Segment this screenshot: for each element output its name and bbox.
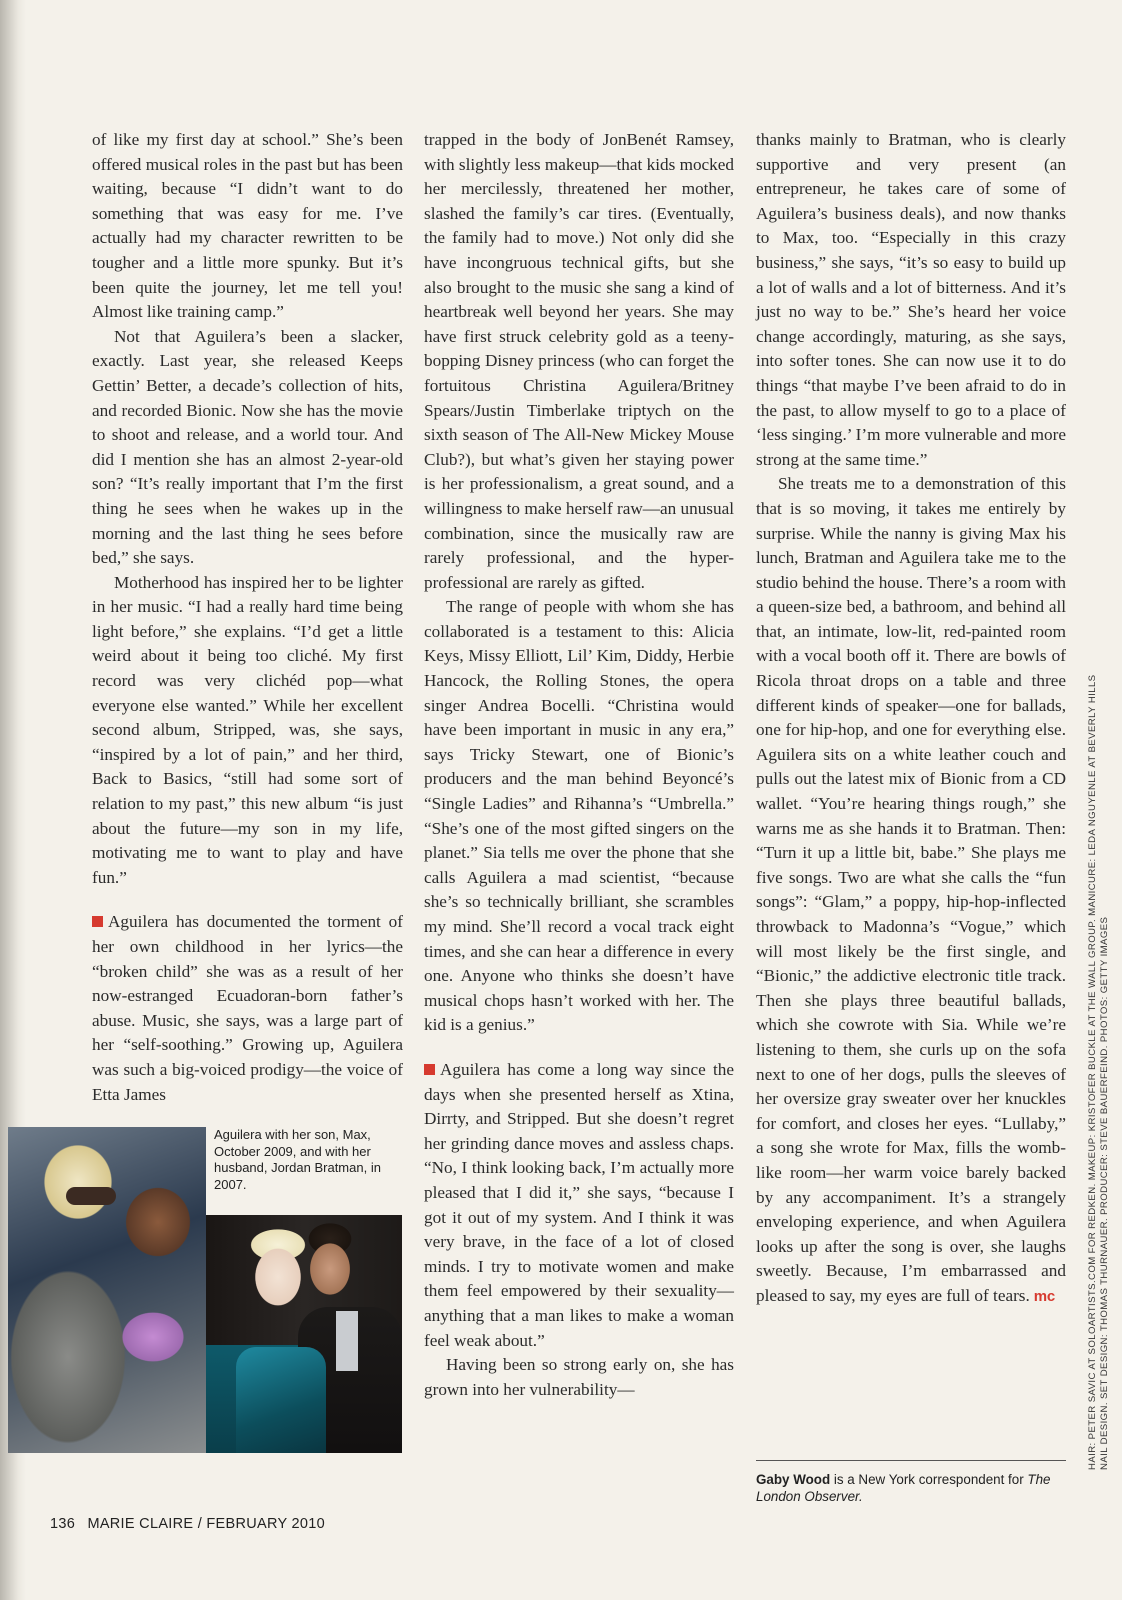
magazine-issue: MARIE CLAIRE / FEBRUARY 2010 xyxy=(87,1516,325,1532)
credits-line: HAIR: PETER SAVIC AT SOLOARTISTS.COM FOR REDKEN. MAKEUP: KRISTOFER BUCKLE AT THE WALL GROUP. MANICURE: LEDA NGUYENLE AT BEVERLY HILLS xyxy=(1087,674,1098,1470)
paragraph: trapped in the body of JonBenét Ramsey, with slightly less makeup—that kids mocked her mercilessly, threatened her mother, slashed the family’s car tires. (Eventually, the family had to move.) Not only did she have incongruous technical gifts, but she also brought to the music she sang a kind of heartbreak well beyond her years. She may have first struck celebrity gold as a teeny-bopping Disney princess (who can forget the fortuitous Christina Aguilera/Britney Spears/Justin Timberlake triptych on the sixth season of The All-New Mickey Mouse Club?), but what’s given her staying power is her professionalism, a great sound, and a willingness to make herself raw—an unusual combination, since the musically raw are rarely professional, and the hyper-professional are rarely as gifted. xyxy=(424,130,734,592)
page-number: 136 xyxy=(50,1516,76,1532)
paragraph: thanks mainly to Bratman, who is clearly supportive and very present (an entrepreneur, he takes care of some of Aguilera’s business deals), and now thanks to Max, too. “Especially in this crazy business,” she says, “it’s so easy to build up a lot of walls and a lot of bitterness. And it’s just no way to be.” She’s heard her voice change accordingly, maturing, as she says, into softer tones. She can now use it to do things “that maybe I’ve been afraid to do in the past, to allow myself to go to a place of ‘less singing.’ I’m more vulnerable and more strong at the same time.” xyxy=(756,130,1066,469)
author-bio xyxy=(756,1460,1066,1505)
bio-text: is a New York correspondent for xyxy=(830,1472,1028,1487)
paragraph: She treats me to a demonstration of this that is so moving, it takes me entirely by surprise. While the nanny is giving Max his lunch, Bratman and Aguilera take me to the studio behind the house. There’s a room with a queen-size bed, a bathroom, and behind all that, an intimate, low-lit, red-painted room with a vocal booth off it. There are bowls of Ricola throat drops on a table and three different kinds of speaker—one for ballads, one for hip-hop, and one for everything else. Aguilera sits on a white leather couch and pulls out the latest mix of Bionic from a CD wallet. “You’re hearing things rough,” she warns me as she hands it to Bratman. Then: “Turn it up a little bit, babe.” She plays me five songs. Two are what she calls the “fun songs”: “Glam,” a poppy, hip-hop-inflected throwback to Madonna’s “Vogue,” which will most likely be the first single, and “Bionic,” the addictive electronic title track. Then she plays three beautiful ballads, which she cowrote with Sia. While we’re listening to them, she curls up on the sofa next to one of her dogs, pulls the sleeves of her oversize gray sweater over her knuckles for comfort, and closes her eyes. “Lullaby,” a song she wrote for Max, fills the womb-like room—her warm voice barely backed by any accompaniment. It’s a strangely enveloping experience, and when Aguilera looks up after the song is over, she laughs sweetly. Because, I’m embarrassed and pleased to say, my eyes are full of tears. mc xyxy=(756,474,1066,1305)
section-marker-icon xyxy=(92,916,103,927)
photo-collage xyxy=(8,1127,402,1453)
paragraph: Motherhood has inspired her to be lighter in her music. “I had a really hard time being light before,” she explains. “I’d get a little weird about it being too cliché. My first record was very clichéd pop—what everyone else wanted.” While her excellent second album, Stripped, was, she says, “inspired by a lot of pain,” and her third, Back to Basics, “still had some sort of relation to my past,” this new album “is just about the future—my son in my life, motivating me to want to play and have fun.” xyxy=(92,572,403,887)
paragraph: Not that Aguilera’s been a slacker, exactly. Last year, she released Keeps Gettin’ Better, a decade’s collection of hits, and recorded Bionic. Now she has the movie to shoot and release, and a world tour. And did I mention she has an almost 2-year-old son? “It’s really important that I’m the first thing he sees when he wakes up in the morning and the last thing he sees before bed,” she says. xyxy=(92,326,403,568)
paragraph: of like my first day at school.” She’s been offered musical roles in the past but has been waiting, because “I didn’t want to do something that was easy for me. I’ve actually had my character rewritten to be tougher and a little more spunky. But it’s been quite the journey, let me tell you! Almost like training camp.” xyxy=(92,130,403,322)
section-paragraph: Aguilera has documented the torment of her own childhood in her lyrics—the “broken child” she was as a result of her now-estranged Ecuadoran-born father’s abuse. Music, she says, was a large part of her “self-soothing.” Growing up, Aguilera was such a big-voiced prodigy—the voice of Etta James xyxy=(92,912,403,1104)
credits-line: NAIL DESIGN. SET DESIGN: THOMAS THURNAUER. PRODUCER: STEVE BAUERFEIND. PHOTOS: GETTY IMAGES xyxy=(1099,916,1110,1470)
photo-credits xyxy=(1087,674,1111,1470)
photo-couple xyxy=(206,1215,402,1453)
article-column-3 xyxy=(756,128,1066,1310)
sunglasses-shape xyxy=(66,1187,116,1205)
photo-caption: Aguilera with her son, Max, October 2009, and with her husband, Jordan Bratman, in 2007. xyxy=(206,1127,402,1215)
bio-publication: The London Observer. xyxy=(756,1472,1051,1504)
dress-shape xyxy=(236,1347,326,1453)
photo-mother-and-son xyxy=(8,1127,206,1453)
article-column-1 xyxy=(92,128,403,1107)
end-mark-logo: mc xyxy=(1033,1287,1055,1305)
shirt-shape xyxy=(336,1311,358,1371)
section-paragraph: Aguilera has come a long way since the days when she presented herself as Xtina, Dirrty, and Stripped. But she doesn’t regret her grinding dance moves and assless chaps. “No, I think looking back, I’m actually more pleased that I did it,” she says, “because I got it out of my system. And I think it was very brave, in the face of a lot of closed minds. I try to motivate women and make them feel empowered by their sexuality—anything that a man likes to make a woman feel weak about.” xyxy=(424,1059,734,1350)
section-marker-icon xyxy=(424,1064,435,1075)
article-column-2 xyxy=(424,128,734,1402)
paragraph: The range of people with whom she has collaborated is a testament to this: Alicia Keys, Missy Elliott, Lil’ Kim, Diddy, Herbie Hancock, the Rolling Stones, the opera singer Andrea Bocelli. “Christina would have been important in music in any era,” says Tricky Stewart, one of Bionic’s producers and the man behind Beyoncé’s “Single Ladies” and Rihanna’s “Umbrella.” “She’s one of the most gifted singers on the planet.” Sia tells me over the phone that she calls Aguilera a mad scientist, “because she’s so technically brilliant, she scrambles my mind. She’ll record a vocal track eight times, and she can hear a difference in every one. Anyone who thinks she doesn’t have musical chops hasn’t worked with her. The kid is a genius.” xyxy=(424,597,734,1035)
author-name: Gaby Wood xyxy=(756,1472,831,1487)
paragraph: Having been so strong early on, she has grown into her vulnerability— xyxy=(424,1355,734,1399)
page-footer xyxy=(50,1516,325,1532)
